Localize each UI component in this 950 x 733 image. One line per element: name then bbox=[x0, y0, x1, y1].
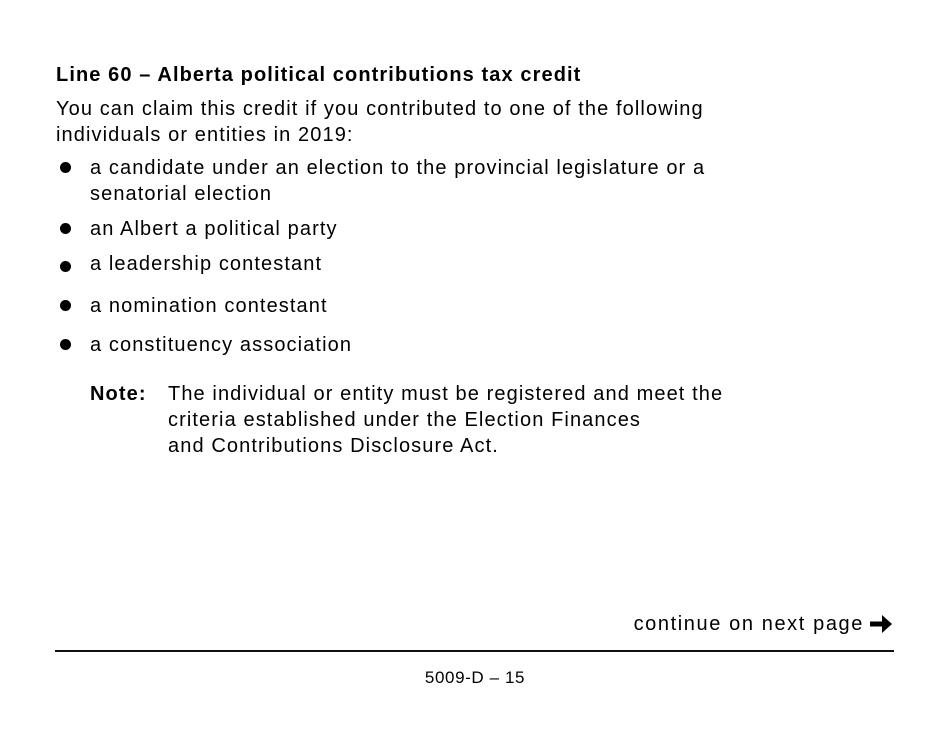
bullet-text: a nomination contestant bbox=[90, 295, 328, 317]
footer-divider bbox=[55, 650, 894, 652]
bullet-text: a constituency association bbox=[90, 334, 353, 356]
page-number: 5009-D – 15 bbox=[424, 668, 526, 687]
bullet-text: an Albert a political party bbox=[90, 218, 338, 240]
intro-paragraph bbox=[56, 96, 836, 148]
bullet-icon bbox=[60, 339, 71, 350]
section-heading: Line 60 – Alberta political contributions tax credit bbox=[56, 64, 582, 86]
intro-line-2: individuals or entities in 2019: bbox=[56, 124, 354, 146]
arrow-right-icon bbox=[868, 613, 894, 635]
intro-line-1: You can claim this credit if you contributed to one of the following bbox=[56, 98, 704, 120]
bullet-icon bbox=[60, 162, 71, 173]
note-line-2: criteria established under the Election Finances bbox=[168, 409, 642, 431]
bullet-icon bbox=[60, 261, 71, 272]
bullet-text-continued: senatorial election bbox=[90, 183, 273, 205]
bullet-text: a leadership contestant bbox=[90, 253, 323, 275]
note-line-1: The individual or entity must be registered and meet the bbox=[168, 383, 724, 405]
bullet-icon bbox=[60, 223, 71, 234]
note-line-3: and Contributions Disclosure Act. bbox=[168, 435, 499, 457]
bullet-icon bbox=[60, 300, 71, 311]
continue-next-page bbox=[634, 611, 894, 637]
note-label: Note: bbox=[90, 383, 147, 405]
bullet-text: a candidate under an election to the provincial legislature or a bbox=[90, 157, 706, 179]
continue-label: continue on next page bbox=[633, 613, 864, 635]
